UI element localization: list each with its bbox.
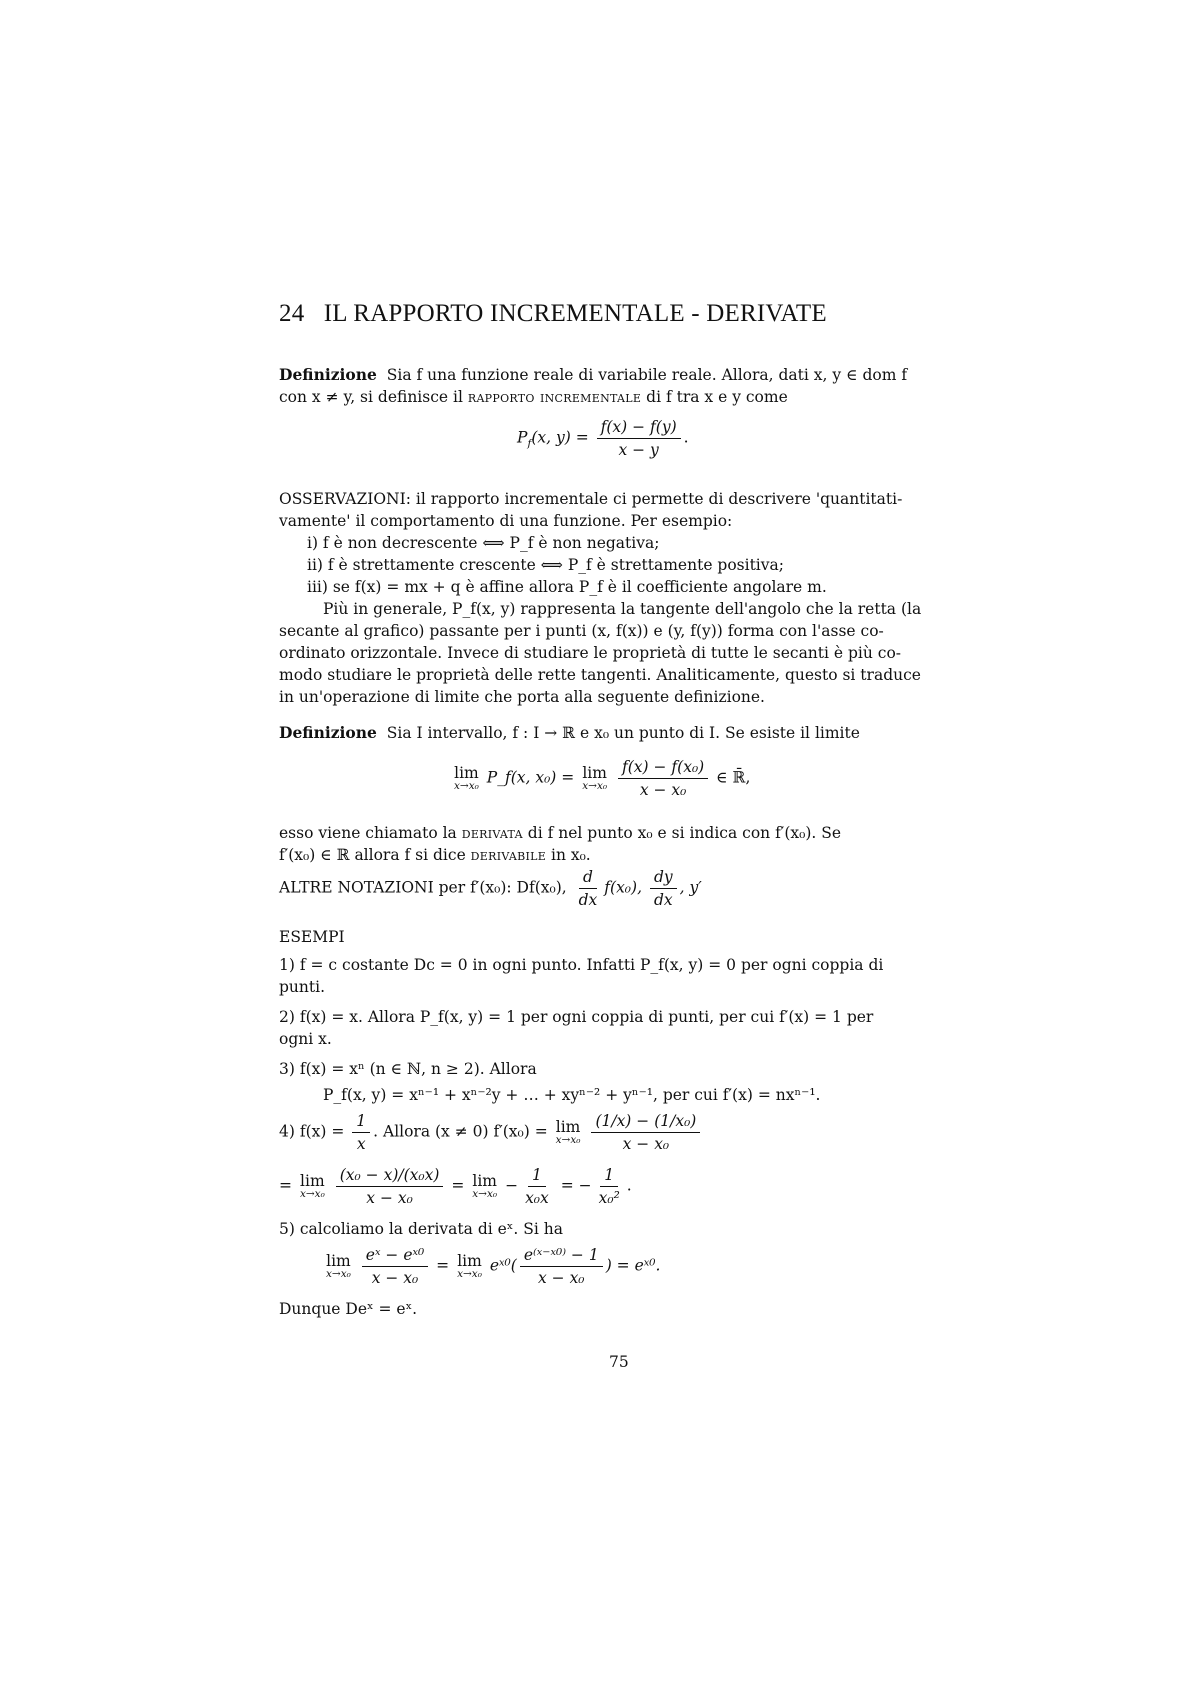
e5-factor: eˣ⁰( — [489, 1256, 517, 1275]
notazioni-pre: ALTRE NOTAZIONI per f′(x₀): Df(x₀), — [279, 878, 567, 897]
oss-para-3: ordinato orizzontale. Invece di studiare le proprietà di tutte le secanti è più co- — [279, 644, 902, 662]
frac-den: dx — [653, 891, 673, 909]
frac-num: eˣ − eˣ⁰ — [362, 1246, 428, 1267]
e4b-eq2: = — [451, 1176, 465, 1195]
esempio-5a: 5) calcoliamo la derivata di eˣ. Si ha — [279, 1220, 563, 1238]
esempio-2b: ogni x. — [279, 1030, 332, 1048]
oss-para-1: Più in generale, P_f(x, y) rappresenta la tangente dell'angolo che la retta (la — [323, 600, 922, 618]
lim-1 — [454, 765, 479, 792]
e4-mid: . Allora (x ≠ 0) f′(x₀) = — [373, 1122, 548, 1141]
section-heading: IL RAPPORTO INCREMENTALE - DERIVATE — [323, 300, 827, 327]
e5-lim2 — [457, 1253, 482, 1280]
def2-after1 — [279, 822, 841, 844]
def1-label: Definizione — [279, 365, 377, 384]
formula-fraction — [597, 418, 681, 459]
esempio-3b: P_f(x, y) = xⁿ⁻¹ + xⁿ⁻²y + … + xyⁿ⁻² + yⁿ⁻¹, per cui f′(x) = nxⁿ⁻¹. — [323, 1086, 821, 1104]
frac-num: 1 — [352, 1112, 370, 1133]
lim-sub: x→x₀ — [457, 1268, 482, 1280]
e4b-frac1 — [336, 1166, 444, 1207]
dy-dx-fraction — [650, 868, 677, 909]
def1-term: rapporto incrementale — [467, 388, 642, 406]
esempio-4b — [279, 1166, 632, 1207]
oss-para-2: secante al grafico) passante per i punti (x, f(x)) e (y, f(y)) forma con l'asse co- — [279, 622, 884, 640]
page-number: 75 — [609, 1353, 629, 1371]
frac-num: f(x) − f(x₀) — [618, 758, 708, 779]
def1-text1: Sia f una funzione reale di variabile reale. Allora, dati x, y ∈ dom f — [386, 366, 908, 384]
formula-sub: f — [527, 437, 532, 450]
d-dx-fraction — [575, 868, 602, 909]
lim-sub: x→x₀ — [582, 780, 608, 792]
e5-frac2 — [520, 1246, 603, 1287]
e5-end: ) = eˣ⁰. — [605, 1256, 661, 1275]
e4b-end: . — [626, 1176, 632, 1195]
e4b-lim2 — [472, 1173, 497, 1200]
esempio-4a — [279, 1112, 703, 1153]
oss-para-5: in un'operazione di limite che porta alla seguente definizione. — [279, 688, 765, 706]
e4b-eq: = — [279, 1176, 292, 1195]
def1-line1 — [279, 364, 907, 386]
lim-sub: x→x₀ — [454, 780, 479, 792]
oss-item3: iii) se f(x) = mx + q è affine allora P_f è il coefficiente angolare m. — [307, 578, 827, 596]
def1-text2b: di f tra x e y come — [641, 388, 788, 406]
frac-num: (x₀ − x)/(x₀x) — [336, 1166, 444, 1187]
def2-after2-post: in x₀. — [546, 846, 591, 864]
notazioni-mid: f(x₀), — [604, 878, 642, 897]
e4b-lim1 — [300, 1173, 325, 1200]
esempi-heading: ESEMPI — [279, 928, 345, 946]
oss-item1: i) f è non decrescente ⟺ P_f è non negativa; — [307, 534, 660, 552]
def2-after2 — [279, 844, 591, 866]
lim-sub: x→x₀ — [472, 1188, 498, 1200]
e4b-frac2 — [521, 1166, 553, 1207]
esempio-3a: 3) f(x) = xⁿ (n ∈ ℕ, n ≥ 2). Allora — [279, 1060, 537, 1078]
notazioni-line — [279, 868, 702, 909]
def2-formula — [451, 758, 750, 799]
def2-lhs: P_f(x, x₀) = — [486, 768, 575, 787]
oss-para-4: modo studiare le proprietà delle rette tangenti. Analiticamente, questo si traduce — [279, 666, 921, 684]
lim-word: lim — [457, 1252, 482, 1270]
def2-after1-post: di f nel punto x₀ e si indica con f′(x₀). Se — [522, 824, 842, 842]
e5-eq: = — [436, 1256, 450, 1275]
def2-label: Definizione — [279, 723, 377, 742]
lim-word: lim — [300, 1172, 325, 1190]
section-title — [279, 300, 827, 328]
lim-sub: x→x₀ — [299, 1188, 325, 1200]
def2-term-derivata: derivata — [461, 824, 523, 842]
frac-num: dy — [650, 868, 677, 889]
oss-line2: vamente' il comportamento di una funzione. Per esempio: — [279, 512, 733, 530]
lim-2 — [582, 765, 607, 792]
lim-sub: x→x₀ — [326, 1268, 351, 1280]
def1-text2a: con x ≠ y, si definisce il — [279, 388, 468, 406]
def2-term-derivabile: derivabile — [470, 846, 547, 864]
formula-p: P — [517, 428, 528, 447]
oss-line1: OSSERVAZIONI: il rapporto incrementale ci permette di descrivere 'quantitati- — [279, 490, 903, 508]
def1-formula — [517, 418, 689, 459]
frac-num: d — [579, 868, 597, 889]
esempio-5-formula — [323, 1246, 660, 1287]
frac-num: f(x) − f(y) — [597, 418, 681, 439]
formula-end: . — [683, 428, 689, 447]
frac-den: x − x₀ — [371, 1269, 419, 1287]
section-number: 24 — [279, 300, 305, 327]
e4b-eq3: = − — [560, 1176, 592, 1195]
frac-den: x − x₀ — [537, 1269, 585, 1287]
frac-den: x − x₀ — [622, 1135, 670, 1153]
e5-frac1 — [362, 1246, 428, 1287]
lim-word: lim — [555, 1118, 581, 1136]
e5-lim1 — [326, 1253, 351, 1280]
e4-1-over-x — [352, 1112, 370, 1153]
e4-lim — [556, 1119, 581, 1146]
esempio-1b: punti. — [279, 978, 326, 996]
lim-word: lim — [472, 1172, 497, 1190]
def2-after2-pre: f′(x₀) ∈ ℝ allora f si dice — [279, 846, 471, 864]
esempio-5b: Dunque Deˣ = eˣ. — [279, 1300, 418, 1318]
def2-line1 — [279, 722, 860, 744]
def2-tail: ∈ ℝ̄, — [716, 768, 751, 787]
def1-line2 — [279, 386, 788, 408]
def2-after1-pre: esso viene chiamato la — [279, 824, 462, 842]
frac-den: x − y — [618, 441, 659, 459]
def2-text1: Sia I intervallo, f : I → ℝ e x₀ un punto di I. Se esiste il limite — [386, 724, 860, 742]
e4b-minus: − — [505, 1176, 519, 1195]
frac-num: (1/x) − (1/x₀) — [591, 1112, 700, 1133]
frac-num: e⁽ˣ⁻ˣ⁰⁾ − 1 — [520, 1246, 603, 1267]
oss-item2: ii) f è strettamente crescente ⟺ P_f è strettamente positiva; — [307, 556, 784, 574]
notazioni-end: , y′ — [679, 878, 702, 897]
def2-fraction — [618, 758, 708, 799]
frac-den: x₀x — [525, 1189, 549, 1207]
e4-fraction — [591, 1112, 700, 1153]
lim-word: lim — [326, 1252, 351, 1270]
lim-sub: x→x₀ — [555, 1134, 581, 1146]
frac-den: dx — [578, 891, 598, 909]
e4-pre: 4) f(x) = — [279, 1122, 345, 1141]
e4b-frac3 — [595, 1166, 624, 1207]
frac-num: 1 — [600, 1166, 618, 1187]
lim-word: lim — [582, 764, 607, 782]
esempio-2a: 2) f(x) = x. Allora P_f(x, y) = 1 per ogni coppia di punti, per cui f′(x) = 1 per — [279, 1008, 874, 1026]
frac-den: x — [356, 1135, 366, 1153]
frac-den: x − x₀ — [366, 1189, 413, 1207]
esempio-1a: 1) f = c costante Dc = 0 in ogni punto. Infatti P_f(x, y) = 0 per ogni coppia di — [279, 956, 884, 974]
frac-den: x − x₀ — [639, 781, 687, 799]
frac-num: 1 — [528, 1166, 546, 1187]
formula-args: (x, y) = — [531, 428, 589, 447]
frac-den: x₀² — [598, 1189, 620, 1207]
lim-word: lim — [454, 764, 479, 782]
